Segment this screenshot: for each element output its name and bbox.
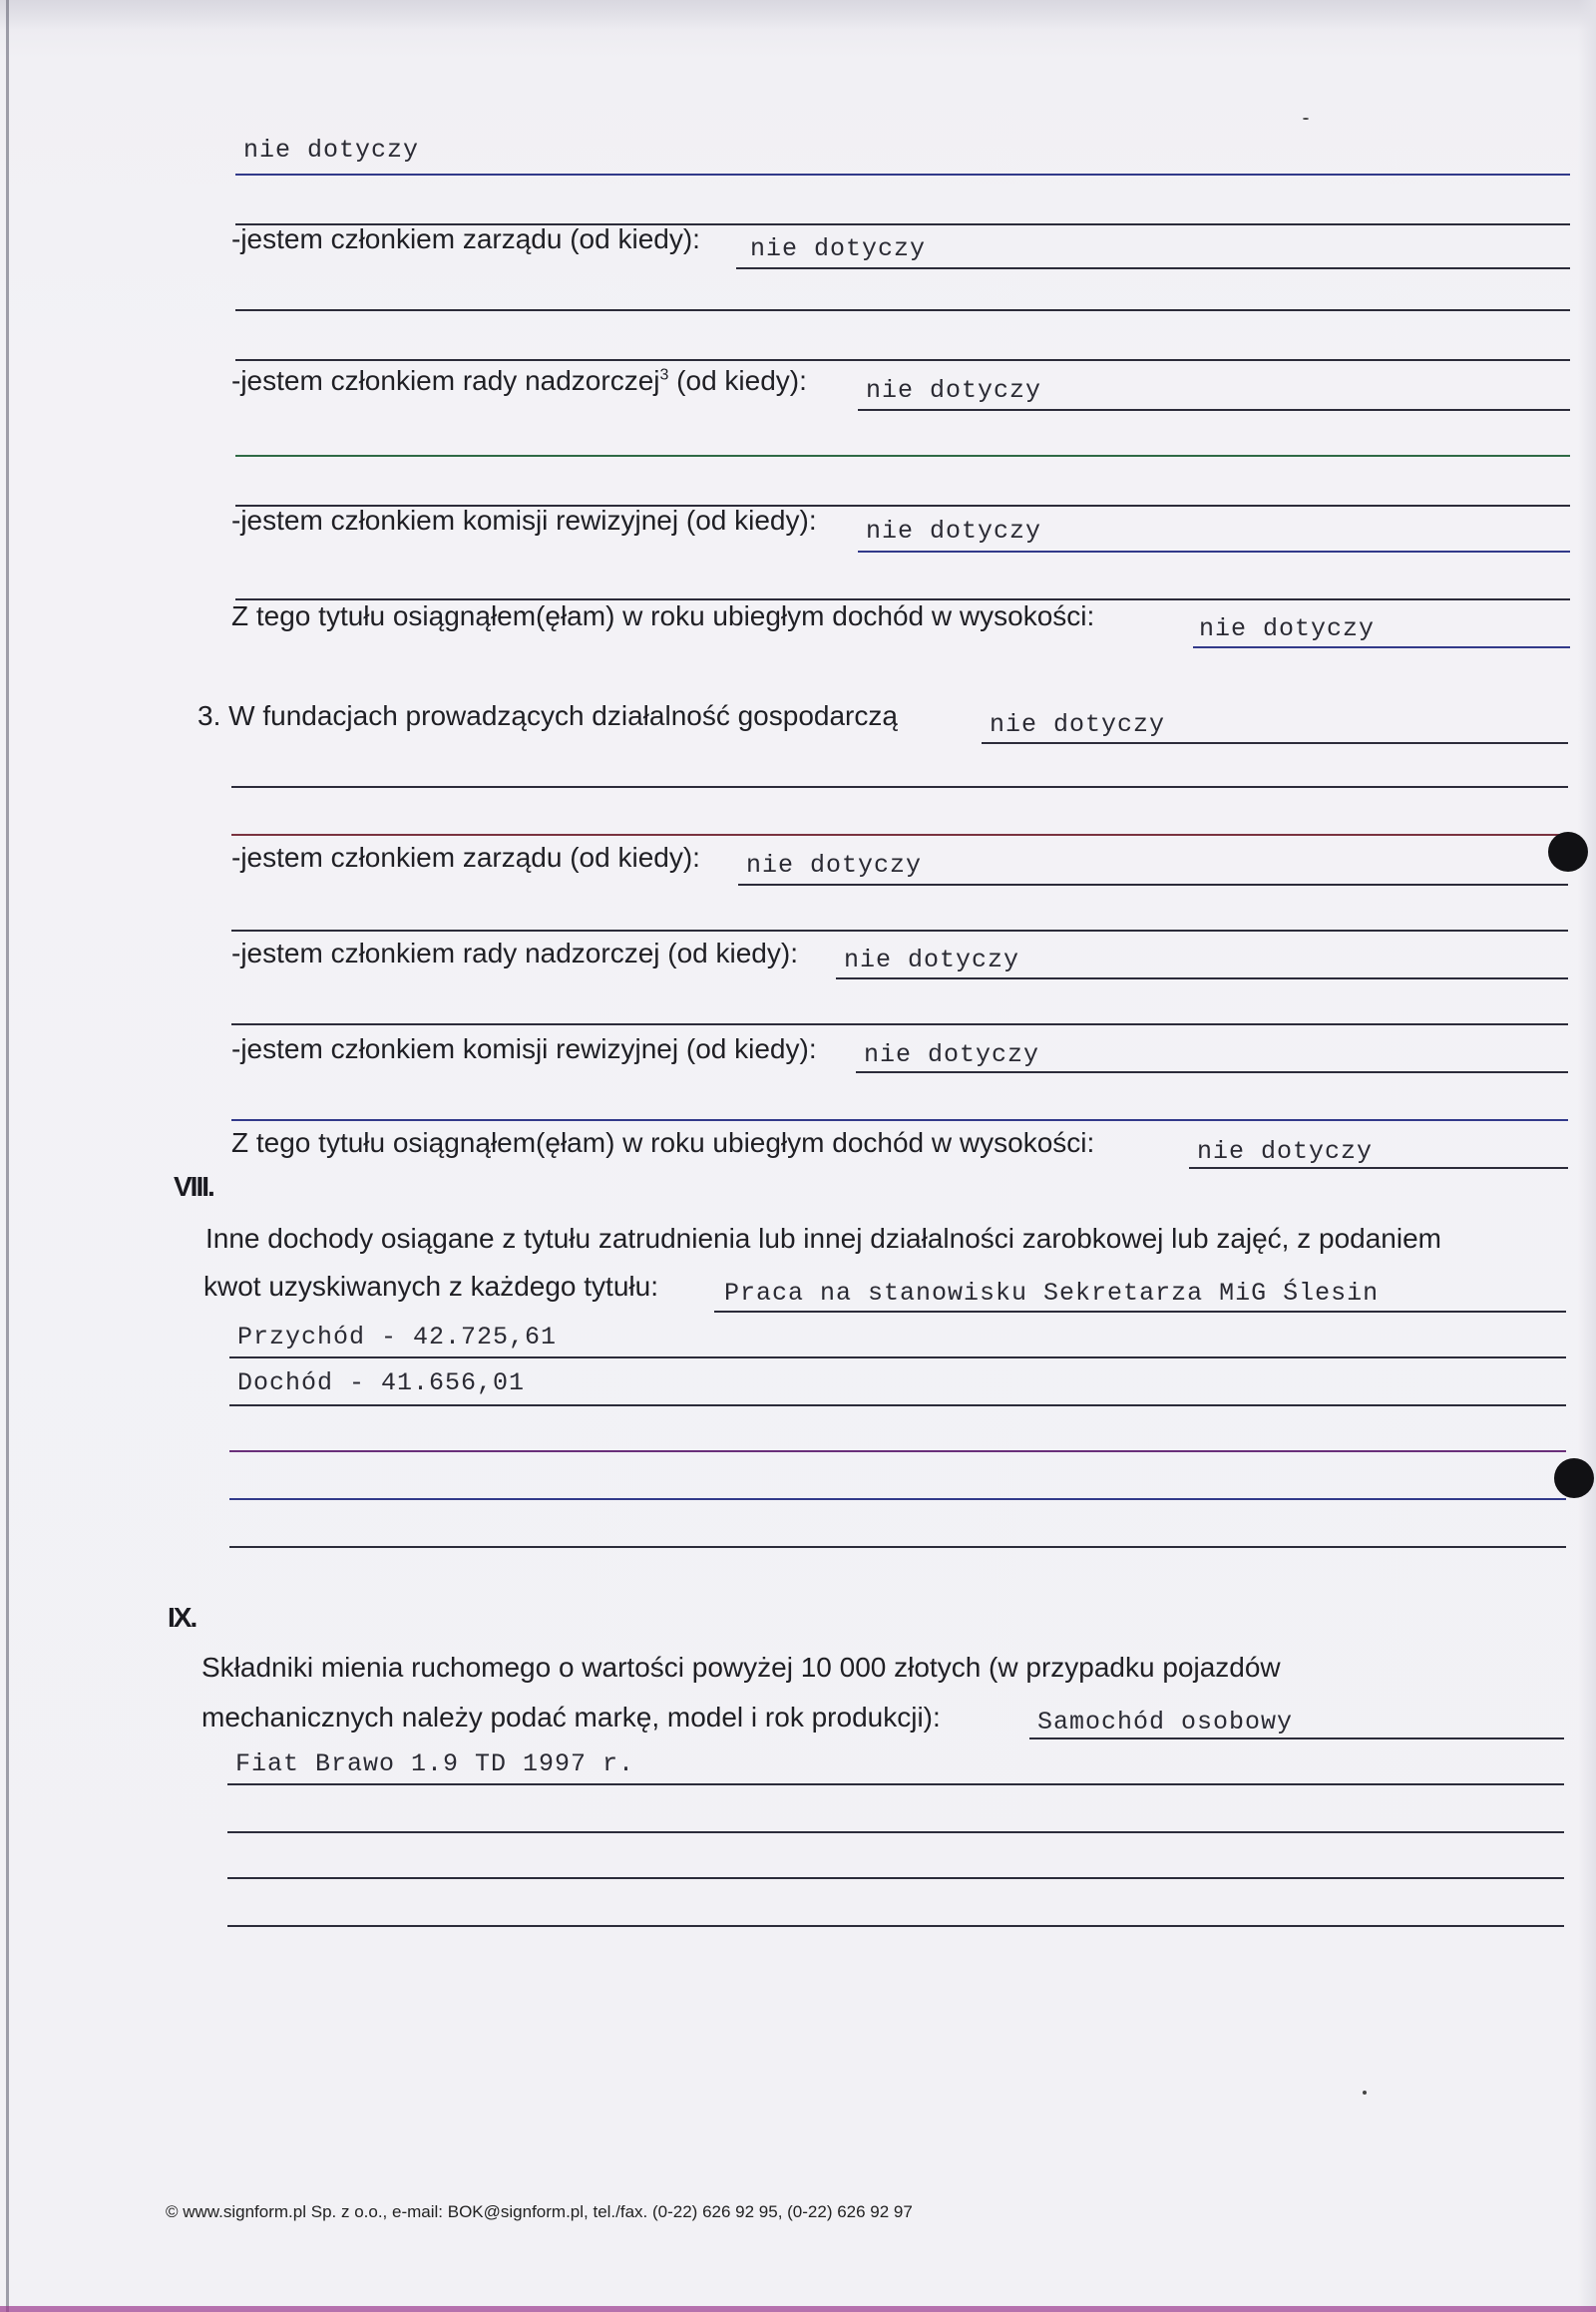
form-line (229, 1450, 1566, 1452)
label-supervisory-member: -jestem członkiem rady nadzorczej$^3$ (od kiedy): (231, 365, 807, 396)
label-audit-member: -jestem członkiem komisji rewizyjnej (od kiedy): (231, 505, 817, 536)
form-line (227, 1877, 1564, 1879)
binder-hole (1554, 1458, 1594, 1498)
form-line (1193, 646, 1570, 648)
answer-audit-member: nie dotyczy (866, 517, 1042, 546)
form-line (231, 786, 1568, 788)
form-line (227, 1925, 1564, 1927)
form-line (736, 267, 1570, 269)
form-line (858, 551, 1570, 553)
scan-right-shadow (1578, 0, 1596, 2312)
label-foundation-supervisory: -jestem członkiem rady nadzorczej (od kiedy): (231, 938, 798, 968)
answer-supervisory-member: nie dotyczy (866, 376, 1042, 405)
answer-board-member: nie dotyczy (750, 234, 927, 263)
form-line (1029, 1737, 1564, 1739)
answer-net-income: Dochód - 41.656,01 (237, 1368, 526, 1397)
scan-left-edge (6, 0, 9, 2312)
answer-foundation-board: nie dotyczy (746, 851, 923, 880)
form-line (231, 1023, 1568, 1025)
form-line (714, 1311, 1566, 1313)
label-foundations: 3. W fundacjach prowadzących działalność gospodarczą (198, 700, 898, 731)
form-line (1189, 1167, 1568, 1169)
label-board-member: -jestem członkiem zarządu (od kiedy): (231, 223, 700, 254)
form-line (229, 1498, 1566, 1500)
scan-speck (1303, 118, 1309, 120)
section-number-viii: VIII. (174, 1171, 213, 1202)
answer-foundation-income: nie dotyczy (1197, 1137, 1374, 1166)
label-foundation-audit: -jestem członkiem komisji rewizyjnej (od kiedy): (231, 1033, 817, 1064)
form-line (856, 1071, 1568, 1073)
form-line (229, 1546, 1566, 1548)
section-viii-text-line2: kwot uzyskiwanych z każdego tytułu: (203, 1271, 658, 1302)
form-line (227, 1831, 1564, 1833)
form-line (229, 1404, 1566, 1406)
form-line (738, 884, 1568, 886)
answer-other-income-title: Praca na stanowisku Sekretarza MiG Ślesin (724, 1279, 1380, 1308)
form-line (229, 1356, 1566, 1358)
form-line (858, 409, 1570, 411)
binder-hole (1548, 832, 1588, 872)
form-line (231, 930, 1568, 932)
footer-publisher: © www.signform.pl Sp. z o.o., e-mail: BOK@signform.pl, tel./fax. (0-22) 626 92 95, (0-22) 626 92 97 (166, 2202, 913, 2221)
label-income: Z tego tytułu osiągnąłem(ęłam) w roku ubiegłym dochód w wysokości: (231, 600, 1095, 631)
form-line (227, 1783, 1564, 1785)
form-line (982, 742, 1568, 744)
scan-speck (1363, 2091, 1367, 2095)
answer-vehicle: Fiat Brawo 1.9 TD 1997 r. (235, 1749, 635, 1778)
section-viii-text-line1: Inne dochody osiągane z tytułu zatrudnienia lub innej działalności zarobkowej lub zajęć, z podaniem (205, 1223, 1441, 1254)
answer-movable-property: Samochód osobowy (1037, 1708, 1294, 1736)
answer-previous: nie dotyczy (243, 136, 420, 165)
form-line (235, 359, 1570, 361)
form-line (836, 977, 1568, 979)
section-ix-text-line1: Składniki mienia ruchomego o wartości powyżej 10 000 złotych (w przypadku pojazdów (201, 1652, 1281, 1683)
answer-foundation-supervisory: nie dotyczy (844, 946, 1020, 974)
label-foundation-board: -jestem członkiem zarządu (od kiedy): (231, 842, 700, 873)
form-line (235, 455, 1570, 457)
section-ix-text-line2: mechanicznych należy podać markę, model i rok produkcji): (201, 1702, 941, 1733)
answer-foundation-audit: nie dotyczy (864, 1040, 1040, 1069)
scan-top-shadow (0, 0, 1596, 30)
scan-bottom-edge (0, 2306, 1596, 2312)
form-line (235, 309, 1570, 311)
answer-revenue: Przychód - 42.725,61 (237, 1323, 558, 1351)
label-foundation-income: Z tego tytułu osiągnąłem(ęłam) w roku ubiegłym dochód w wysokości: (231, 1127, 1095, 1158)
form-line (231, 834, 1568, 836)
answer-income: nie dotyczy (1199, 614, 1376, 643)
form-line (235, 174, 1570, 176)
form-line (231, 1119, 1568, 1121)
section-number-ix: IX. (168, 1602, 197, 1633)
answer-foundations: nie dotyczy (990, 710, 1166, 739)
